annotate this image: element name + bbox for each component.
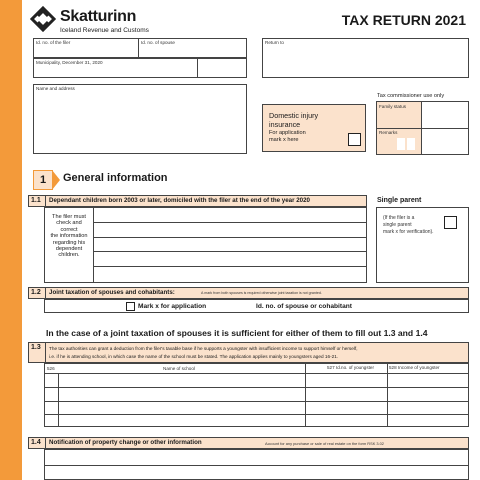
school-table <box>44 363 469 427</box>
s12-header <box>28 287 469 299</box>
single-parent-note <box>383 215 434 236</box>
single-parent-note-line: (If the filer is a <box>383 215 415 221</box>
brand-subtitle: Iceland Revenue and Customs <box>60 27 149 34</box>
col-school-label: Name of school <box>163 366 195 371</box>
section-arrow-icon <box>52 170 60 190</box>
s13-text-2: i.e. if he is attending school, in which case the name of the school must be stated. The application applies mainly to youngsters aged 16-21. <box>49 354 339 359</box>
children-note-line: correct <box>60 226 78 233</box>
col-youngster-income-label: 528 Income of youngster <box>389 365 440 370</box>
children-note-line: check and <box>56 220 82 227</box>
id-filer-field[interactable] <box>33 38 247 58</box>
s11-number: 1.1 <box>31 197 41 204</box>
col-youngster-id-label: 527 Id.no. of youngster <box>327 365 374 370</box>
name-address-label: Name and address <box>36 86 75 91</box>
children-note-line: The filer must <box>52 214 86 220</box>
municipality-label: Municipality, December 31, 2020 <box>36 60 103 65</box>
single-parent-checkbox[interactable] <box>444 216 457 229</box>
id-spouse-label: Id. no. of spouse <box>141 40 175 45</box>
remarks-cell-2 <box>407 138 415 150</box>
return-to-field[interactable] <box>262 38 469 78</box>
col-code-label: 526 <box>47 366 55 371</box>
s12-number: 1.2 <box>31 289 41 296</box>
joint-taxation-checkbox[interactable] <box>126 302 135 311</box>
skatturinn-logo-icon <box>30 6 56 32</box>
municipality-field[interactable] <box>33 58 247 78</box>
brand-name: Skatturinn <box>60 8 137 25</box>
single-parent-note-line: mark x for verification). <box>383 229 434 235</box>
remarks-cell-1 <box>397 138 405 150</box>
s14-header <box>28 437 469 449</box>
s14-title: Notification of property change or other information <box>49 439 202 446</box>
commissioner-label: Tax commissioner use only <box>377 93 445 99</box>
family-status-label: Family status <box>379 104 407 109</box>
children-table <box>44 207 367 283</box>
remarks-label: Remarks <box>379 130 398 135</box>
s14-note: Account for any purchase or sale of real estate on the form RSK 3.02 <box>265 441 384 446</box>
children-note-line: children. <box>58 252 80 259</box>
s14-text-area[interactable] <box>44 449 469 480</box>
joint-taxation-mark-label: Mark x for application <box>138 303 207 310</box>
single-parent-note-line: single parent <box>383 222 412 228</box>
s12-title: Joint taxation of spouses and cohabitants: <box>49 289 175 296</box>
name-address-field[interactable] <box>33 84 247 154</box>
section-1-number: 1 <box>33 170 53 190</box>
s11-header <box>28 195 367 207</box>
single-parent-title: Single parent <box>377 197 422 204</box>
id-filer-label: Id. no. of the filer <box>36 40 71 45</box>
spouse-id-label: Id. no. of spouse or cohabitant <box>256 303 352 310</box>
s13-number: 1.3 <box>31 344 41 351</box>
insurance-box <box>262 104 366 152</box>
children-note-line: the information <box>50 233 88 240</box>
return-to-label: Return to <box>265 40 284 45</box>
s13-text-1: The tax authorities can grant a deduction from the filer's taxable base if he supports a youngster with insufficient income to support himself or herself, <box>49 346 358 351</box>
s11-title: Dependant children born 2003 or later, domiciled with the filer at the end of the year 2020 <box>49 197 310 204</box>
children-note-line: regarding his <box>52 239 86 246</box>
commissioner-box <box>376 101 469 155</box>
insurance-note-2: mark x here <box>269 137 299 143</box>
s14-number: 1.4 <box>31 439 41 446</box>
insurance-title: Domestic injury insurance <box>269 111 319 129</box>
orange-side-bar <box>0 0 22 480</box>
page-title: TAX RETURN 2021 <box>341 12 466 28</box>
insurance-checkbox[interactable] <box>348 133 361 146</box>
children-note-line: dependent <box>55 246 83 253</box>
s12-row <box>44 299 469 313</box>
insurance-note-1: For application <box>269 130 306 136</box>
joint-taxation-note: In the case of a joint taxation of spouses it is sufficient for either of them to fill out 1.3 and 1.4 <box>46 328 428 338</box>
children-note <box>45 214 93 259</box>
single-parent-box <box>376 207 469 283</box>
section-1-title: General information <box>63 172 168 184</box>
s13-header <box>28 342 469 363</box>
s12-note: A mark from both spouses is required otherwise joint taxation is not granted. <box>201 291 322 295</box>
